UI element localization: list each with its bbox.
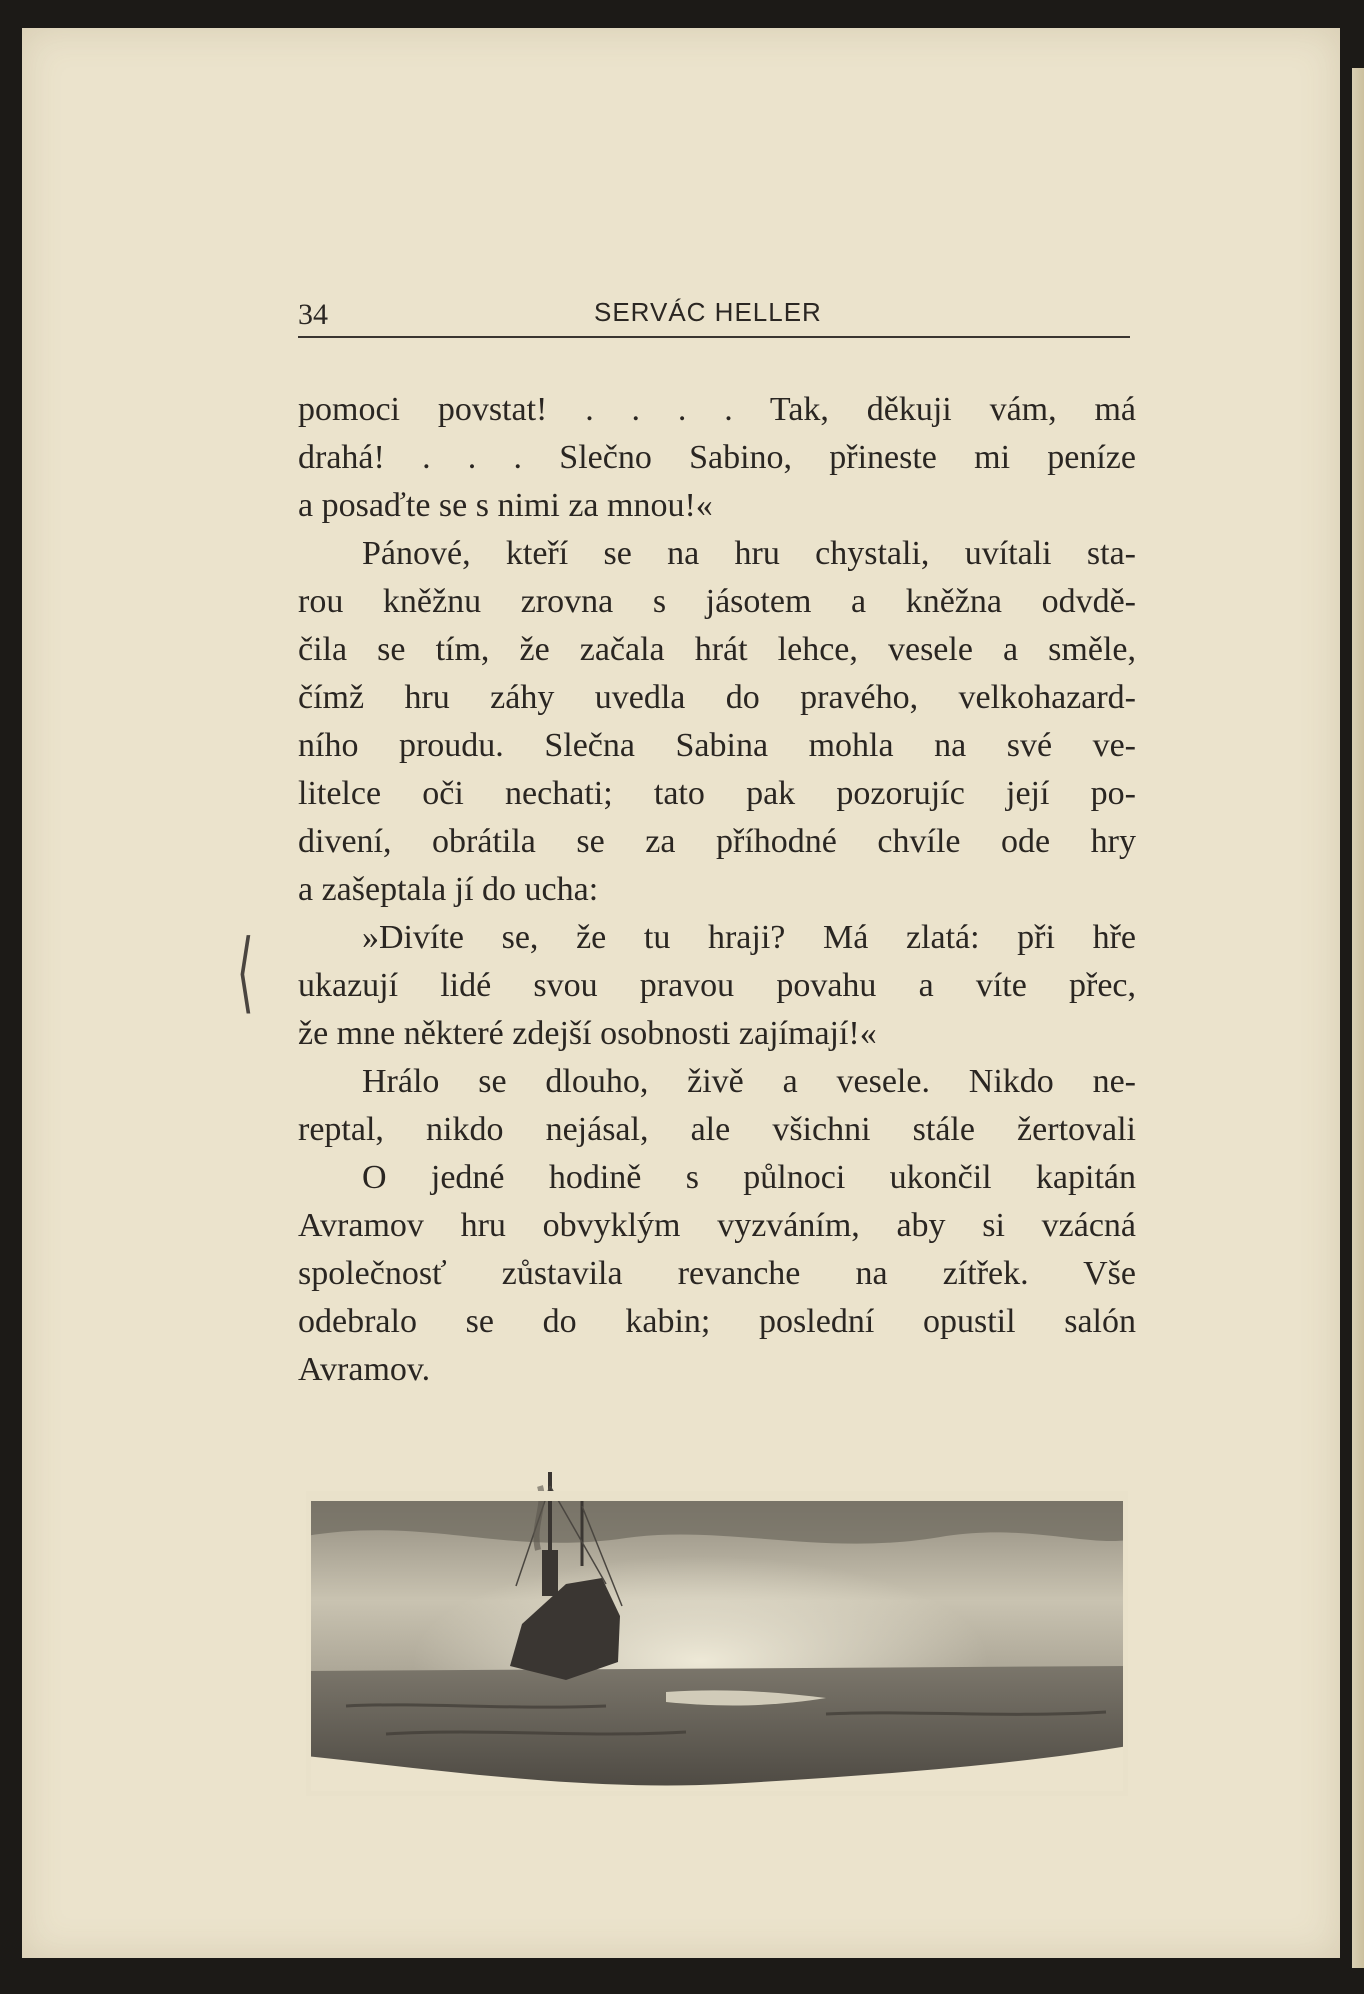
text-line: ního proudu. Slečna Sabina mohla na své ve-: [298, 727, 1136, 764]
margin-pencil-mark: ⟨: [236, 925, 254, 1022]
text-line: čímž hru záhy uvedla do pravého, velkohazard-: [298, 679, 1136, 716]
text-line: Pánové, kteří se na hru chystali, uvítali sta-: [362, 535, 1136, 572]
text-line: a posaďte se s nimi za mnou!«: [298, 487, 713, 524]
ship-at-sea-image: [306, 1466, 1128, 1796]
text-line: litelce oči nechati; tato pak pozorujíc její po-: [298, 775, 1136, 812]
page-header: [298, 290, 1130, 338]
text-line: divení, obrátila se za příhodné chvíle ode hry: [298, 823, 1136, 860]
text-line: odebralo se do kabin; poslední opustil salón: [298, 1303, 1136, 1340]
page-edge: [1352, 68, 1364, 1968]
text-line: že mne některé zdejší osobnosti zajímají!«: [298, 1015, 877, 1052]
text-line: drahá! . . . Slečno Sabino, přineste mi peníze: [298, 439, 1136, 476]
text-line: Hrálo se dlouho, živě a vesele. Nikdo ne-: [362, 1063, 1136, 1100]
text-line: Avramov hru obvyklým vyzváním, aby si vzácná: [298, 1207, 1136, 1244]
body-text: [298, 386, 1136, 1394]
text-line: ukazují lidé svou pravou povahu a víte přec,: [298, 967, 1136, 1004]
text-line: rou kněžnu zrovna s jásotem a kněžna odvdě-: [298, 583, 1136, 620]
page-number: 34: [298, 298, 328, 331]
text-line: a zašeptala jí do ucha:: [298, 871, 599, 908]
book-page: [22, 28, 1340, 1958]
text-line: »Divíte se, že tu hraji? Má zlatá: při hře: [362, 919, 1136, 956]
text-line: čila se tím, že začala hrát lehce, vesele a směle,: [298, 631, 1136, 668]
ship-illustration: [306, 1466, 1128, 1796]
text-line: reptal, nikdo nejásal, ale všichni stále žertovali: [298, 1111, 1136, 1148]
running-title: SERVÁC HELLER: [594, 297, 822, 327]
text-line: Avramov.: [298, 1351, 431, 1388]
text-line: pomoci povstat! . . . . Tak, děkuji vám, má: [298, 391, 1136, 428]
text-line: společnosť zůstavila revanche na zítřek. Vše: [298, 1255, 1136, 1292]
text-line: O jedné hodině s půlnoci ukončil kapitán: [362, 1159, 1136, 1196]
